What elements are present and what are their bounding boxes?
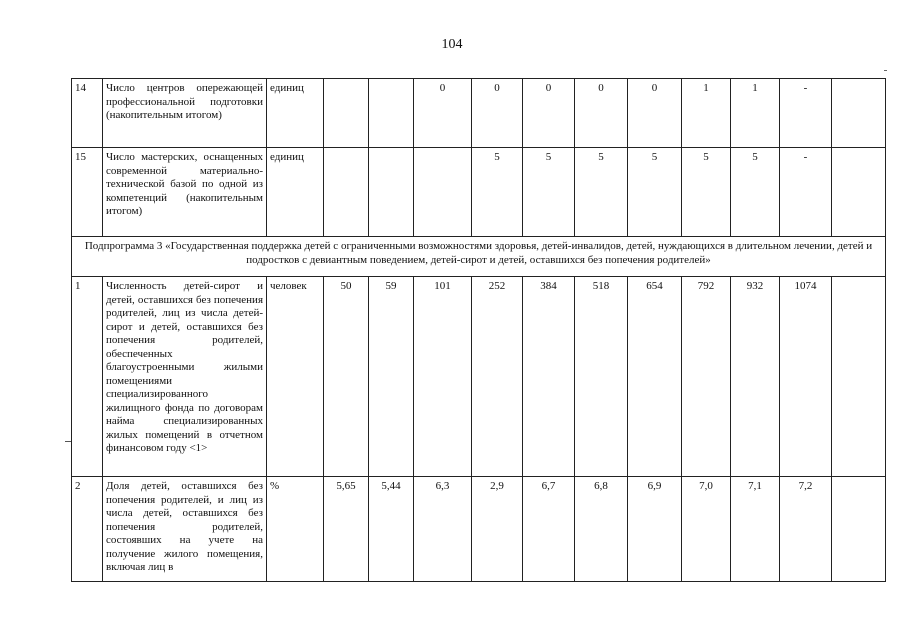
value-cell: 252 xyxy=(472,277,523,477)
value-cell: 101 xyxy=(414,277,472,477)
value-cell: 654 xyxy=(628,277,682,477)
value-cell: - xyxy=(780,148,832,237)
value-cell: 7,0 xyxy=(682,477,731,582)
value-cell: 0 xyxy=(523,79,575,148)
value-cell: 0 xyxy=(472,79,523,148)
page-number: 104 xyxy=(441,37,463,52)
indicator-name: Доля детей, оставшихся без попечения родителей, и лиц из числа детей, оставшихся без попечения родителей, состоявших на учете на получение жилого помещения, включая лиц в xyxy=(103,477,267,582)
value-cell: 0 xyxy=(414,79,472,148)
value-cell xyxy=(832,277,886,477)
section-row xyxy=(72,237,886,277)
table-row xyxy=(72,477,886,582)
table-row xyxy=(72,79,886,148)
unit-cell: человек xyxy=(267,277,324,477)
value-cell xyxy=(324,148,369,237)
indicator-name: Число центров опережающей профессиональной подготовки (накопительным итогом) xyxy=(103,79,267,148)
value-cell: 384 xyxy=(523,277,575,477)
table-row xyxy=(72,148,886,237)
value-cell: 1 xyxy=(731,79,780,148)
value-cell: 5 xyxy=(682,148,731,237)
value-cell: 1074 xyxy=(780,277,832,477)
value-cell: 5 xyxy=(731,148,780,237)
value-cell xyxy=(832,79,886,148)
row-number: 14 xyxy=(72,79,103,148)
value-cell: - xyxy=(780,79,832,148)
value-cell xyxy=(324,79,369,148)
unit-cell: % xyxy=(267,477,324,582)
value-cell: 6,9 xyxy=(628,477,682,582)
value-cell: 7,1 xyxy=(731,477,780,582)
value-cell: 2,9 xyxy=(472,477,523,582)
value-cell: 6,3 xyxy=(414,477,472,582)
value-cell: 1 xyxy=(682,79,731,148)
value-cell: 59 xyxy=(369,277,414,477)
unit-cell: единиц xyxy=(267,148,324,237)
value-cell: 5 xyxy=(472,148,523,237)
row-number: 15 xyxy=(72,148,103,237)
value-cell: 5 xyxy=(523,148,575,237)
value-cell: 6,7 xyxy=(523,477,575,582)
value-cell: 0 xyxy=(628,79,682,148)
value-cell: 50 xyxy=(324,277,369,477)
unit-cell: единиц xyxy=(267,79,324,148)
row-number: 1 xyxy=(72,277,103,477)
value-cell: 0 xyxy=(575,79,628,148)
row-number: 2 xyxy=(72,477,103,582)
value-cell: 6,8 xyxy=(575,477,628,582)
value-cell xyxy=(369,79,414,148)
value-cell xyxy=(832,477,886,582)
value-cell: 518 xyxy=(575,277,628,477)
value-cell: 5 xyxy=(628,148,682,237)
value-cell: 5 xyxy=(575,148,628,237)
table-row xyxy=(72,277,886,477)
corner-mark xyxy=(884,70,887,71)
indicator-name: Численность детей-сирот и детей, оставшихся без попечения родителей, лиц из числа детей-сирот и детей, оставшихся без попечения родителей, обеспеченных благоустроенными жилыми помещениями специализированного жилищного фонда по договорам найма специализированных жилых помещений в отчетном финансовом году <1> xyxy=(103,277,267,477)
value-cell: 7,2 xyxy=(780,477,832,582)
indicators-table xyxy=(71,78,886,582)
value-cell xyxy=(369,148,414,237)
section-title: Подпрограмма 3 «Государственная поддержка детей с ограниченными возможностями здоровья, детей-инвалидов, детей, нуждающихся в длительном лечении, детей и подростков с девиантным поведением, детей-сирот и детей, оставшихся без попечения родителей» xyxy=(72,237,886,277)
value-cell: 792 xyxy=(682,277,731,477)
value-cell xyxy=(832,148,886,237)
value-cell: 5,65 xyxy=(324,477,369,582)
value-cell: 5,44 xyxy=(369,477,414,582)
value-cell xyxy=(414,148,472,237)
value-cell: 932 xyxy=(731,277,780,477)
indicator-name: Число мастерских, оснащенных современной материально-технической базой по одной из компетенций (накопительным итогом) xyxy=(103,148,267,237)
